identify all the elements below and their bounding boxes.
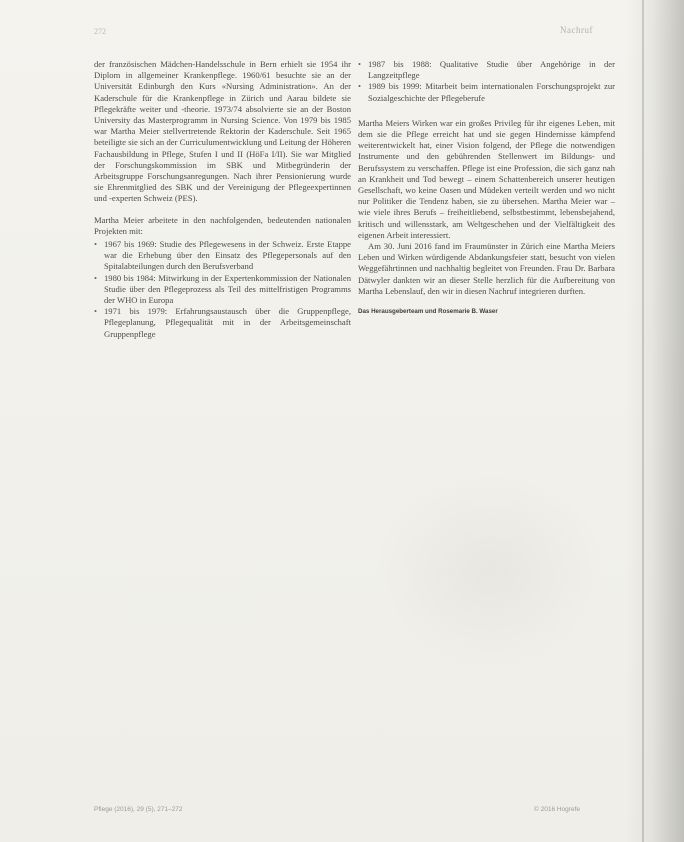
signature: Das Herausgeberteam und Rosemarie B. Waser — [358, 308, 498, 316]
paragraph: Martha Meiers Wirken war ein großes Privileg für ihr eigenes Leben, mit dem sie die Pflege erreicht hat und sie gegen Hindernisse kämpfend weiterentwickelt hat, einer Vision folgend, der Pflege die notwendigen Instrumente und den gebührenden Stellenwert im Bildungs- und Berufssystem zu verschaffen. Pflege ist eine Profession, die sich ganz nah an Krankheit und Tod bewegt – einem Schattenbereich unserer heutigen Gesellschaft, wo keine Oasen und Müdeken verteilt werden und wo nicht nur Politiker die Tendenz haben, sie zu übersehen. Martha Meier war – wie viele ihres Berufs – freiheitliebend, selbstbestimmt, lebensbejahend, kritisch und willensstark, am Weltgeschehen und der Vielfältigkeit des eigenen Arbeit interessiert. — [358, 117, 615, 240]
running-head: Nachruf — [560, 25, 593, 35]
scan-smudge — [375, 470, 605, 670]
page-number: 272 — [94, 27, 106, 36]
project-list — [358, 59, 615, 104]
project-list — [94, 239, 351, 340]
list-item: • 1987 bis 1988: Qualitative Studie über Angehörige in der Langzeitpflege — [358, 59, 615, 81]
right-column — [358, 59, 615, 316]
list-item: • 1989 bis 1999: Mitarbeit beim internationalen Forschungsprojekt zur Sozialgeschichte der Pflegeberufe — [358, 81, 615, 103]
list-item: • 1967 bis 1969: Studie des Pflegewesens in der Schweiz. Erste Etappe war die Erhebung über den Einsatz des Pflegepersonals auf den Spitalabteilungen durch den Berufsverband — [94, 239, 351, 273]
footer-citation: Pflege (2016), 29 (5), 271–272 — [94, 806, 183, 813]
list-item: • 1971 bis 1979: Erfahrungsaustausch über die Gruppenpflege, Pflegeplanung, Pflegequalität mit in der Arbeitsgemeinschaft Gruppenpflege — [94, 306, 351, 340]
list-item: • 1980 bis 1984: Mitwirkung in der Expertenkommission der Nationalen Studie über den Pflegeprozess als Teil des mittelfristigen Programms der WHO in Europa — [94, 273, 351, 307]
left-column — [94, 59, 351, 350]
paragraph: der französischen Mädchen-Handelsschule in Bern erhielt sie 1954 ihr Diplom in allgemeiner Krankenpflege. 1960/61 besuchte sie an der Universität Edinburgh den Kurs «Nursing Administration». An der Kaderschule für die Krankenpflege in Zürich und Aarau bildete sie Pflegekräfte weiter und -theorie. 1973/74 absolvierte sie an der Boston University das Masterprogramm in Nursing Science. Von 1979 bis 1985 war Martha Meier stellvertretende Rektorin der Kaderschule. Seit 1965 beteiligte sie sich an der Curriculumentwicklung und Leitung der Höheren Fachausbildung in Pflege, Stufen I und II (HöFa I/II). Sie war Mitglied der Forschungskommission im SBK und Mitbegründerin der Arbeitsgruppe Forschungsanregungen. Nach ihrer Pensionierung wurde sie Ehrenmitglied des SBK und der Vereinigung der Pflegeexpertinnen und -experten Schweiz (PES). — [94, 59, 351, 204]
paragraph: Martha Meier arbeitete in den nachfolgenden, bedeutenden nationalen Projekten mit: — [94, 214, 351, 236]
paragraph: Am 30. Juni 2016 fand im Fraumünster in Zürich eine Martha Meiers Leben und Wirken würdigende Abdankungsfeier statt, besucht von vielen Weggefährtinnen und nachhaltig begleitet von Freunden. Frau Dr. Barbara Dätwyler dankten wir an dieser Stelle herzlich für die Aufbereitung von Martha Lebenslauf, den wir in diesen Nachruf integrieren durften. — [358, 241, 615, 296]
page-edge-shadow — [642, 0, 644, 842]
footer-copyright: © 2016 Hogrefe — [534, 806, 580, 813]
